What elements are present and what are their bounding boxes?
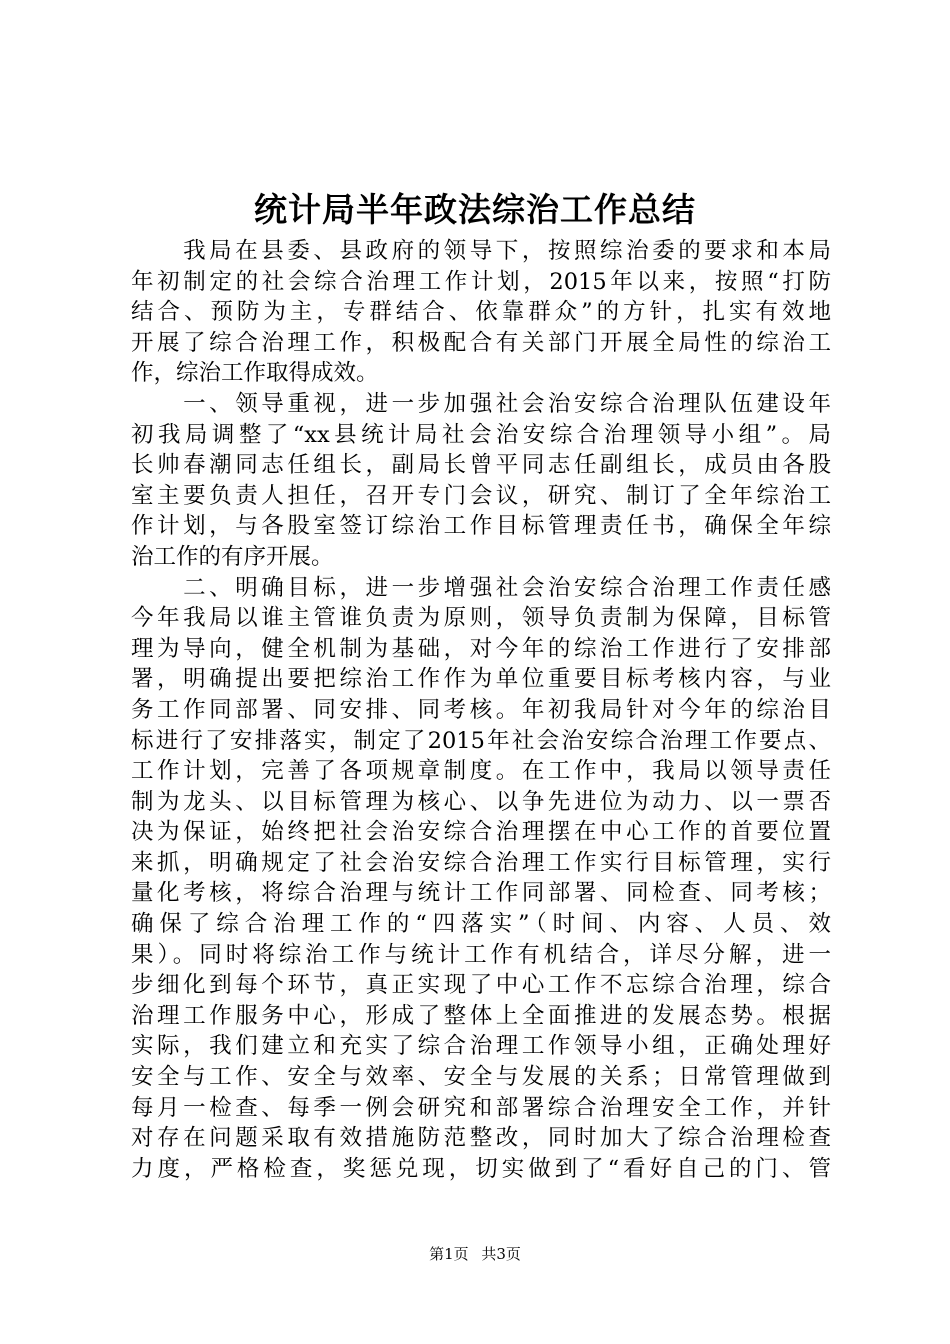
document-body [131,236,831,1184]
text-line: 力度，严格检查，奖惩兑现，切实做到了“看好自己的门、管 [131,1155,831,1182]
text-line: 确保了综合治理工作的“四落实”（时间、内容、人员、效 [131,911,831,938]
text-line: 年初制定的社会综合治理工作计划，2015年以来，按照“打防 [131,268,831,295]
text-line: 初我局调整了“xx县统计局社会治安综合治理领导小组”。局 [131,421,831,448]
text-line: 量化考核，将综合治理与统计工作同部署、同检查、同考核； [131,880,831,907]
text-line: 务工作同部署、同安排、同考核。年初我局针对今年的综治目 [131,696,831,723]
text-line: 我局在县委、县政府的领导下，按照综治委的要求和本局 [131,238,831,264]
page-footer [0,1244,950,1264]
text-line: 标进行了安排落实，制定了2015年社会治安综合治理工作要点、 [131,727,831,754]
text-line: 今年我局以谁主管谁负责为原则，领导负责制为保障，目标管 [131,605,831,632]
document-title: 统计局半年政法综治工作总结 [254,190,696,229]
page-total: 共3页 [481,1245,521,1263]
text-line: 治工作的有序开展。 [131,543,334,570]
page-number: 第1页 [429,1245,469,1263]
text-line: 实际，我们建立和充实了综合治理工作领导小组，正确处理好 [131,1033,831,1060]
text-line: 一、领导重视，进一步加强社会治安综合治理队伍建设年 [131,390,831,417]
text-line: 署，明确提出要把综治工作作为单位重要目标考核内容，与业 [131,666,831,693]
text-line: 工作计划，完善了各项规章制度。在工作中，我局以领导责任 [131,758,831,785]
text-line: 安全与工作、安全与效率、安全与发展的关系；日常管理做到 [131,1064,831,1091]
text-line: 对存在问题采取有效措施防范整改，同时加大了综合治理检查 [131,1125,831,1152]
text-line: 二、明确目标，进一步增强社会治安综合治理工作责任感 [131,574,831,601]
text-line: 果）。同时将综治工作与统计工作有机结合，详尽分解，进一 [131,941,831,968]
text-line: 决为保证，始终把社会治安综合治理摆在中心工作的首要位置 [131,819,831,846]
text-line: 作，综治工作取得成效。 [131,360,379,387]
text-line: 作计划，与各股室签订综治工作目标管理责任书，确保全年综 [131,513,831,540]
text-line: 制为龙头、以目标管理为核心、以争先进位为动力、以一票否 [131,788,831,815]
text-line: 步细化到每个环节，真正实现了中心工作不忘综合治理，综合 [131,972,831,999]
text-line: 开展了综合治理工作，积极配合有关部门开展全局性的综治工 [131,329,831,356]
text-line: 结合、预防为主，专群结合、依靠群众”的方针，扎实有效地 [131,299,831,326]
text-line: 治理工作服务中心，形成了整体上全面推进的发展态势。根据 [131,1002,831,1029]
text-line: 来抓，明确规定了社会治安综合治理工作实行目标管理，实行 [131,849,831,876]
text-line: 长帅春潮同志任组长，副局长曾平同志任副组长，成员由各股 [131,452,831,479]
text-line: 理为导向，健全机制为基础，对今年的综治工作进行了安排部 [131,635,831,662]
text-line: 每月一检查、每季一例会研究和部署综合治理安全工作，并针 [131,1094,831,1121]
text-line: 室主要负责人担任，召开专门会议，研究、制订了全年综治工 [131,482,831,509]
